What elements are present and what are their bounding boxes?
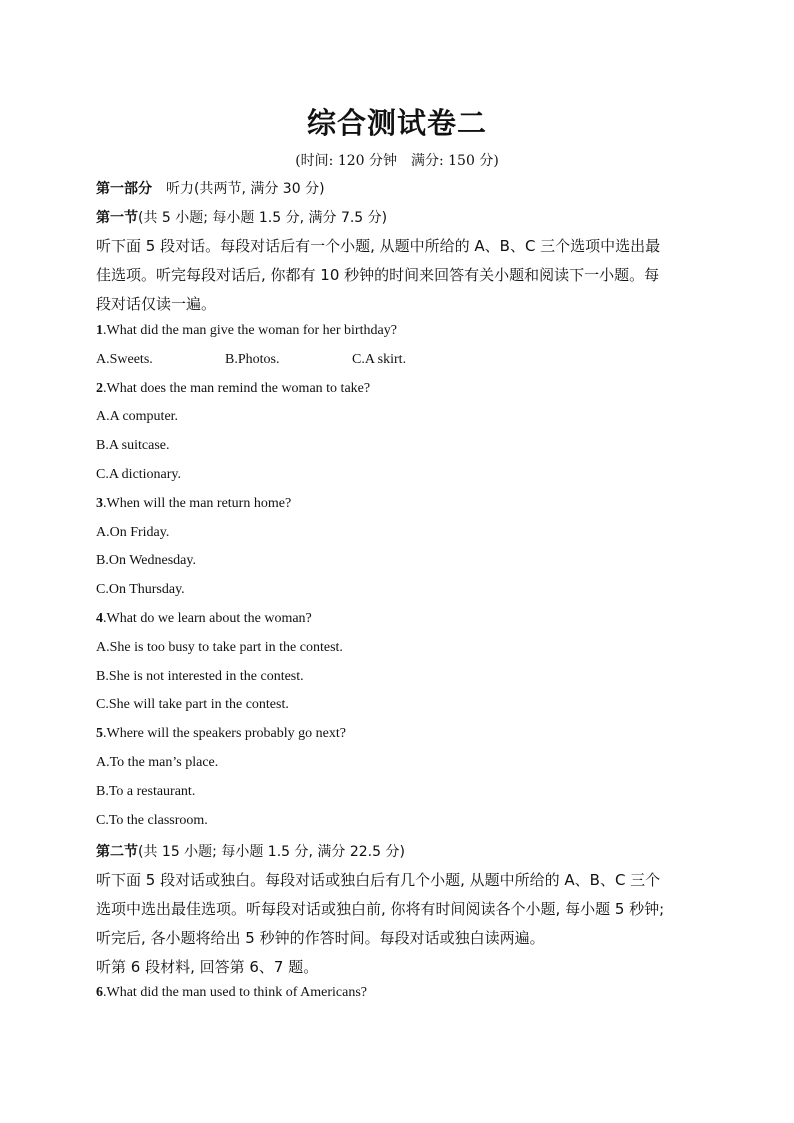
question-text: .What did the man used to think of Americans? xyxy=(103,985,367,1000)
question-3 xyxy=(96,496,291,512)
question-number: 6 xyxy=(96,985,103,1000)
option-a[interactable]: A.To the man’s place. xyxy=(96,755,219,770)
option-c[interactable]: C.A skirt. xyxy=(352,352,407,367)
section-one-label: 第一节 xyxy=(96,210,138,226)
part-one-heading xyxy=(96,178,325,198)
question-number: 1 xyxy=(96,323,103,338)
section-one-instructions-line-1: 听下面 5 段对话。每段对话后有一个小题, 从题中所给的 A、B、C 三个选项中选出最 xyxy=(96,237,661,255)
question-text: .What do we learn about the woman? xyxy=(103,611,312,626)
part-one-label: 第一部分 xyxy=(96,181,152,197)
question-1-options xyxy=(96,352,406,368)
option-a[interactable]: A.She is too busy to take part in the contest. xyxy=(96,640,343,655)
question-4 xyxy=(96,611,312,627)
question-text: .Where will the speakers probably go next? xyxy=(103,726,346,741)
page-title: 综合测试卷二 xyxy=(306,106,487,140)
section-one-heading xyxy=(96,207,387,227)
option-b[interactable]: B.She is not interested in the contest. xyxy=(96,669,304,684)
option-b[interactable]: B.To a restaurant. xyxy=(96,784,196,799)
question-text: .When will the man return home? xyxy=(103,496,292,511)
question-text: .What does the man remind the woman to take? xyxy=(103,381,371,396)
exam-time-score: (时间: 120 分钟 满分: 150 分) xyxy=(295,153,499,169)
question-number: 3 xyxy=(96,496,103,511)
option-b[interactable]: B.A suitcase. xyxy=(96,438,170,453)
question-5 xyxy=(96,726,346,742)
option-c[interactable]: C.A dictionary. xyxy=(96,467,182,482)
option-a[interactable]: A.On Friday. xyxy=(96,525,170,540)
question-text: .What did the man give the woman for her birthday? xyxy=(103,323,397,338)
option-c[interactable]: C.On Thursday. xyxy=(96,582,185,597)
section-two-instructions-line-1: 听下面 5 段对话或独白。每段对话或独白后有几个小题, 从题中所给的 A、B、C 三个 xyxy=(96,871,661,889)
question-6 xyxy=(96,985,367,1001)
section-two-instructions-line-3: 听完后, 各小题将给出 5 秒钟的作答时间。每段对话或独白读两遍。 xyxy=(96,929,545,947)
question-number: 2 xyxy=(96,381,103,396)
question-2 xyxy=(96,381,370,397)
option-a[interactable]: A.Sweets. xyxy=(96,352,153,367)
section-two-heading xyxy=(96,841,405,861)
section-one-instructions-line-2: 佳选项。听完每段对话后, 你都有 10 秒钟的时间来回答有关小题和阅读下一小题。每 xyxy=(96,266,660,284)
option-c[interactable]: C.To the classroom. xyxy=(96,813,208,828)
section-one-instructions-line-3: 段对话仅读一遍。 xyxy=(96,295,217,313)
part-one-text: 听力(共两节, 满分 30 分) xyxy=(152,181,325,197)
option-b[interactable]: B.Photos. xyxy=(225,352,280,367)
option-c[interactable]: C.She will take part in the contest. xyxy=(96,697,289,712)
option-b[interactable]: B.On Wednesday. xyxy=(96,553,196,568)
section-two-text: (共 15 小题; 每小题 1.5 分, 满分 22.5 分) xyxy=(138,844,405,860)
question-1 xyxy=(96,323,397,339)
section-two-instructions-line-2: 选项中选出最佳选项。听每段对话或独白前, 你将有时间阅读各个小题, 每小题 5 秒钟; xyxy=(96,900,665,918)
section-two-label: 第二节 xyxy=(96,844,138,860)
section-one-text: (共 5 小题; 每小题 1.5 分, 满分 7.5 分) xyxy=(138,210,388,226)
material-6-instruction: 听第 6 段材料, 回答第 6、7 题。 xyxy=(96,958,319,976)
question-number: 4 xyxy=(96,611,103,626)
question-number: 5 xyxy=(96,726,103,741)
option-a[interactable]: A.A computer. xyxy=(96,409,179,424)
